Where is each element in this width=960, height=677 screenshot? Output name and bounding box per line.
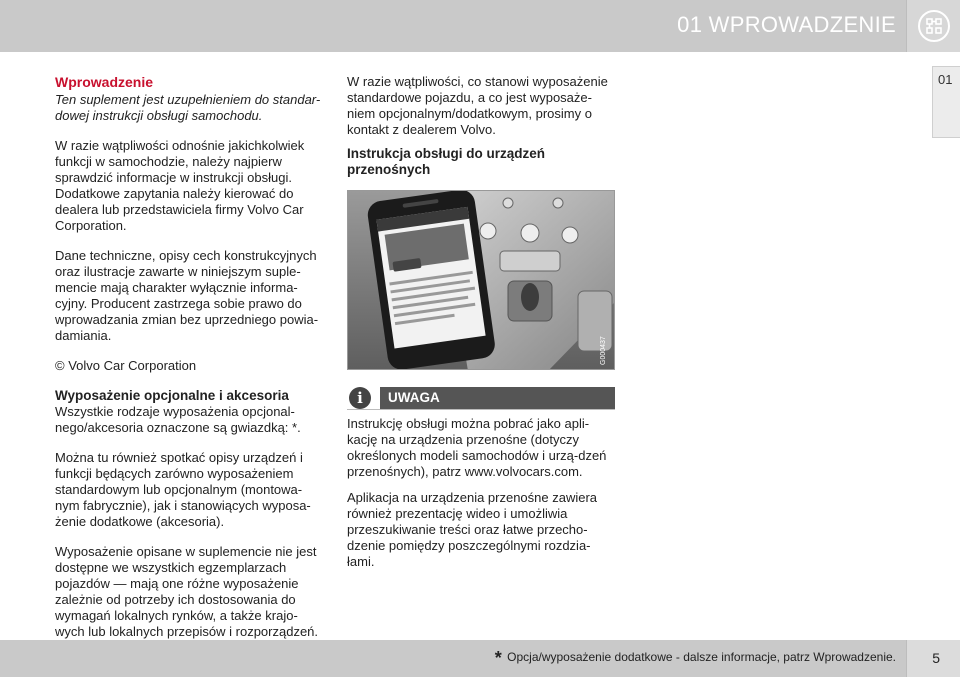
footer-note (495, 648, 896, 669)
page-number: 5 (932, 650, 940, 666)
note-paragraph: Aplikacja na urządzenia przenośne zawiera również prezentację wideo i umożliwia przeszukiwanie treści oraz łatwe przecho-dzenie pomiędzy poszczególnymi rozdzia-łami. (347, 490, 598, 569)
paragraph: W razie wątpliwości, co stanowi wyposażenie standardowe pojazdu, a co jest wyposaże-niem opcjonalnym/dodatkowym, prosimy o kontakt z dealerem Volvo. (347, 74, 608, 137)
paragraph: Dane techniczne, opisy cech konstrukcyjnych oraz ilustracje zawarte w niniejszym suple-mencie mają charakter wyłącznie informa-cyjny. Producent zastrzega sobie prawo do wprowadzania zmian bez uprzedniego powia-damiania. (55, 248, 319, 343)
paragraph: W razie wątpliwości odnośnie jakichkolwiek funkcji w samochodzie, należy najpierw sprawdzić informacje w instrukcji obsługi. Dodatkowe zapytania należy kierować do dealera lub przedstawiciela firmy Volvo Car Corporation. (55, 138, 305, 233)
footer-note-text: Opcja/wyposażenie dodatkowe - dalsze informacje, patrz Wprowadzenie. (507, 650, 896, 664)
image-code: G000437 (600, 336, 607, 365)
note-header (347, 386, 615, 410)
note-body (347, 410, 615, 570)
intro-text: Ten suplement jest uzupełnieniem do standar-dowej instrukcji obsługi samochodu. (55, 92, 321, 123)
copyright-line: © Volvo Car Corporation (55, 358, 197, 373)
chapter-symbol-icon (917, 9, 951, 43)
paragraph: Można tu również spotkać opisy urządzeń i funkcji będących zarówno wyposażeniem standardowym lub opcjonalnym (montowa-nym fabrycznie), jak i stanowiących wyposa-żenie dodatkowe (akcesoria). (55, 450, 311, 529)
mobile-manual-heading: Instrukcja obsługi do urządzeń przenośnych (347, 146, 546, 177)
note-label: UWAGA (380, 387, 615, 409)
left-column (55, 74, 325, 654)
right-column (347, 74, 617, 178)
mobile-app-photo (347, 190, 615, 370)
chapter-title: 01 WPROWADZENIE (677, 12, 896, 37)
info-icon: i (349, 387, 371, 409)
note-box (347, 386, 615, 584)
note-paragraph: Instrukcję obsługi można pobrać jako apli-kację na urządzenia przenośne (dotyczy określonych modeli samochodów i urzą-dzeń przenośnych), patrz www.volvocars.com. (347, 416, 607, 479)
car-interior-illustration (348, 191, 615, 370)
chapter-icon-box (906, 0, 960, 52)
intro-heading: Wprowadzenie (55, 74, 154, 90)
optional-equipment-heading: Wyposażenie opcjonalne i akcesoria (55, 388, 289, 403)
asterisk-symbol: * (494, 648, 502, 668)
paragraph: Wyposażenie opisane w suplemencie nie jest dostępne we wszystkich egzemplarzach pojazdów — mają one różne wyposażenie zależnie od potrzeby ich dostosowania do wymagań lokalnych rynków, a także krajo-wych lub lokalnych przepisów i rozporządzeń. (55, 544, 319, 639)
optional-equipment-intro: Wszystkie rodzaje wyposażenia opcjonal-nego/akcesoria oznaczone są gwiazdką: *. (55, 404, 301, 435)
chapter-side-tab-label: 01 (938, 72, 953, 87)
